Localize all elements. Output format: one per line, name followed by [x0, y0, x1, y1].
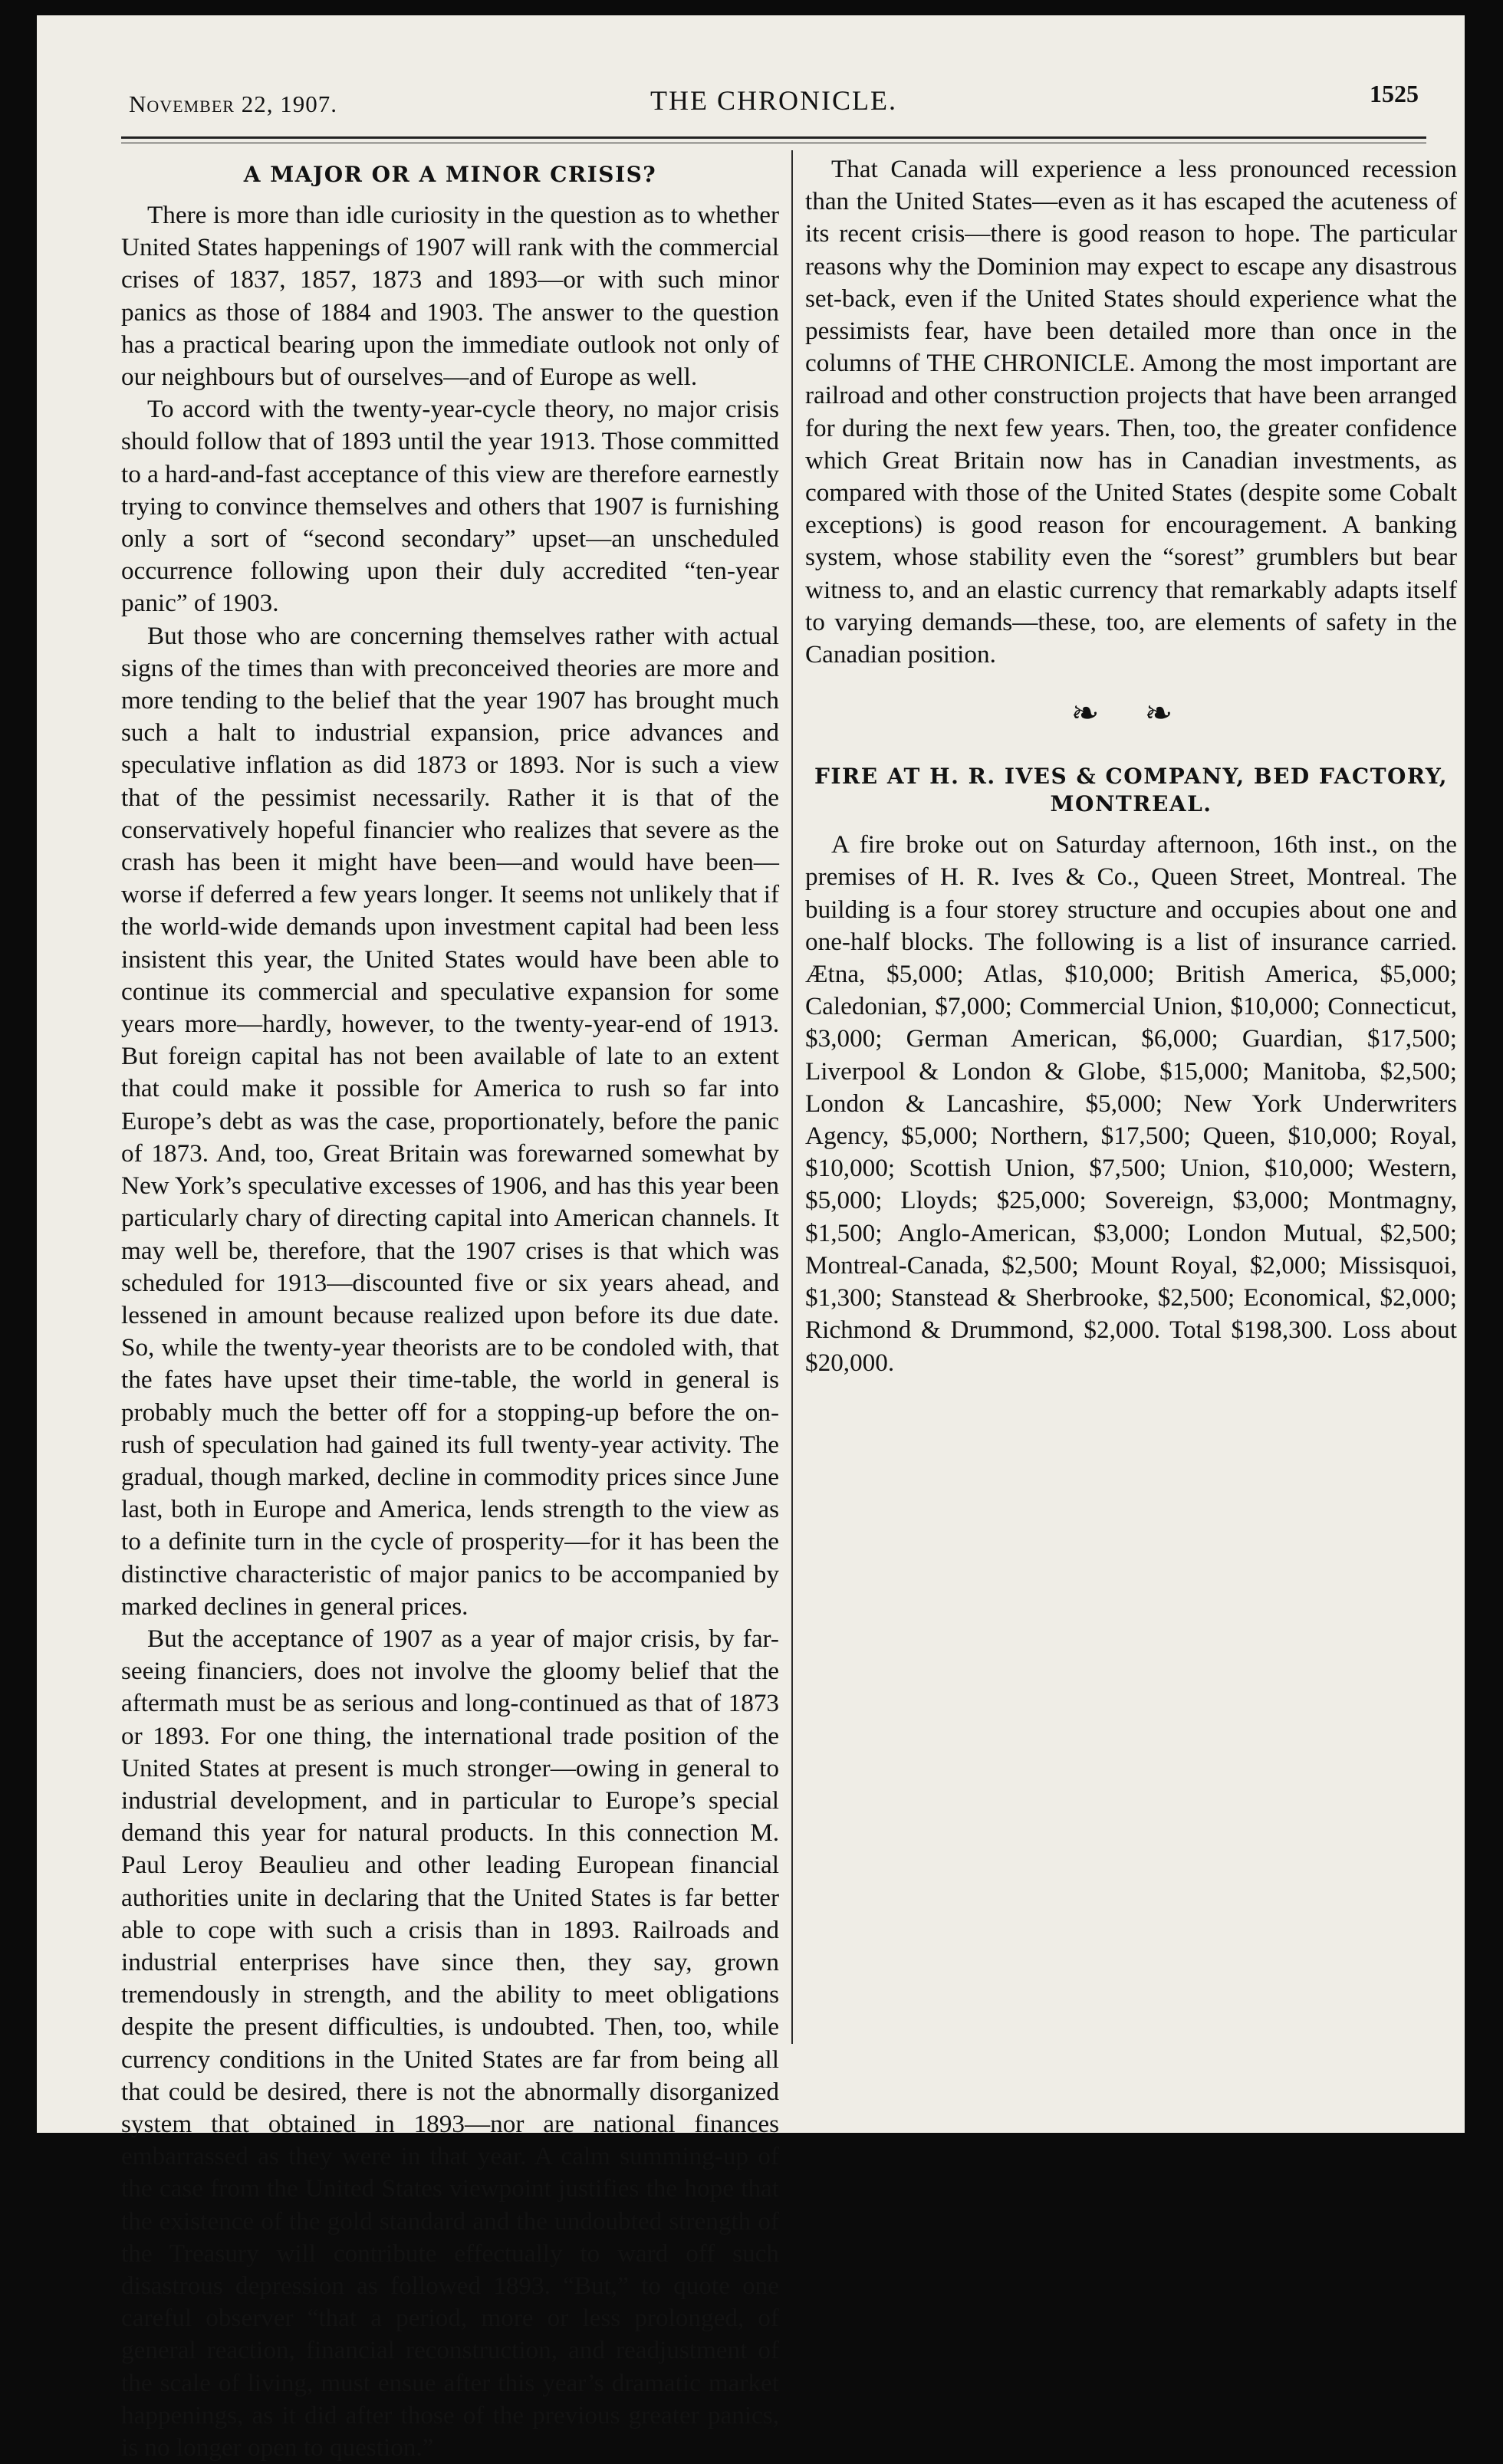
article-paragraph: To accord with the twenty-year-cycle theory, no major crisis should follow that of 1893 until the year 1913. Those committed to a hard-and-fast acceptance of this view are therefore earnestly trying to convince themselves and others that 1907 is furnishing only a sort of “second secondary” upset—an unscheduled occurrence following upon their duly accredited “ten-year panic” of 1903. — [121, 395, 779, 618]
header-rule — [121, 136, 1426, 139]
section-ornament: ❧ ❧ — [1071, 695, 1192, 733]
page-number: 1525 — [1370, 80, 1419, 107]
article-paragraph: But the acceptance of 1907 as a year of major crisis, by far-seeing financiers, does not involve the gloomy belief that the aftermath must be as serious and long-continued as that of 1873 or 1893. For one thing, the international trade position of the United States at present is much stronger—owing in general to industrial development, and in particular to Europe’s special demand this year for natural products. In this connection M. Paul Leroy Beaulieu and other leading European financial authorities unite in declaring that the United States is far better able to cope with such a crisis than in 1893. Railroads and industrial enterprises have since then, they say, grown tremendously in strength, and the ability to meet obligations despite the present difficulties, is undoubted. Then, too, while currency conditions in the United States are far from being all that could be desired, there is not the abnormally disorganized system that obtained in 1893—nor are national finances embarrassed as they were in that year. A calm summing-up of the case from the United States viewpoint justifies the hope that the existence of the gold standard and the undoubted strength of the Treasury will contribute effectually to ward off such disastrous depression as followed 1893. “But,” to quote one careful observer “that a period, more or less prolonged, of general reaction, financial reconstruction, and readjustment of the scale of living, must ensue after this year’s dramatic market happenings, as it did after those of the previous greater panics, is no longer open to question.” — [121, 1624, 779, 2462]
column-divider — [791, 150, 793, 2044]
left-column — [121, 153, 779, 2464]
header-date: November 22, 1907. — [129, 90, 337, 117]
page-header — [129, 77, 1419, 130]
article-headline: FIRE AT H. R. IVES & COMPANY, BED FACTORY, MONTREAL. — [814, 764, 1448, 817]
article-paragraph: A fire broke out on Saturday afternoon, 16th inst., on the premises of H. R. Ives & Co., Queen Street, Montreal. The building is a four storey structure and occupies about one and one-half blocks. The following is a list of insurance carried. Ætna, $5,000; Atlas, $10,000; British America, $5,000; Caledonian, $7,000; Commercial Union, $10,000; Connecticut, $3,000; German American, $6,000; Guardian, $17,500; Liverpool & London & Globe, $15,000; Manitoba, $2,500; London & Lancashire, $5,000; New York Underwriters Agency, $5,000; Northern, $17,500; Queen, $10,000; Royal, $10,000; Scottish Union, $7,500; Union, $10,000; Western, $5,000; Lloyds; $25,000; Sovereign, $3,000; Montmagny, $1,500; Anglo-American, $3,000; London Mutual, $2,500; Montreal-Canada, $2,500; Mount Royal, $2,000; Missisquoi, $1,300; Stanstead & Sherbrooke, $2,500; Economical, $2,000; Richmond & Drummond, $2,000. Total $198,300. Loss about $20,000. — [805, 830, 1457, 1377]
article-paragraph: That Canada will experience a less pronounced recession than the United States—even as it has escaped the acuteness of its recent crisis—there is good reason to hope. The particular reasons why the Dominion may expect to escape any disastrous set-back, even if the United States should experience what the pessimists fear, have been detailed more than once in the columns of THE CHRONICLE. Among the most important are railroad and other construction projects that have been arranged for during the next few years. Then, too, the greater confidence which Great Britain now has in Canadian investments, as compared with those of the United States (despite some Cobalt exceptions) is good reason for encouragement. A banking system, whose stability even the “sorest” grumblers but bear witness to, and an elastic currency that remarkably adapts itself to varying demands—these, too, are elements of safety in the Canadian position. — [805, 155, 1457, 669]
article-headline: A MAJOR OR A MINOR CRISIS? — [243, 162, 657, 187]
article-paragraph: There is more than idle curiosity in the question as to whether United States happenings of 1907 will rank with the commercial crises of 1837, 1857, 1873 and 1893—or with such minor panics as those of 1884 and 1903. The answer to the question has a practical bearing upon the immediate outlook not only of our neighbours but of ourselves—and of Europe as well. — [121, 201, 779, 392]
right-column — [805, 153, 1457, 1379]
publication-title: THE CHRONICLE. — [650, 85, 897, 116]
newspaper-page — [37, 15, 1465, 2462]
article-paragraph: But those who are concerning themselves rather with actual signs of the times than with preconceived theories are more and more tending to the belief that the year 1907 has brought much such a halt to industrial expansion, price advances and speculative inflation as did 1873 or 1893. Nor is such a view that of the pessimist necessarily. Rather it is that of the conservatively hopeful financier who realizes that severe as the crash has been it might have been—and would have been—worse if deferred a few years longer. It seems not unlikely that if the world-wide demands upon investment capital had been less insistent this year, the United States would have been able to continue its commercial and speculative expansion for some years more—hardly, however, to the twenty-year-end of 1913. But foreign capital has not been available of late to an extent that could make it possible for America to rush so far into Europe’s debt as was the case, proportionately, before the panic of 1873. And, too, Great Britain was forewarned somewhat by New York’s speculative excesses of 1906, and has this year been particularly chary of directing capital into American channels. It may well be, therefore, that the 1907 crises is that which was scheduled for 1913—discounted five or six years ahead, and lessened in amount because realized upon before its due date. So, while the twenty-year theorists are to be condoled with, that the fates have upset their time-table, the world in general is probably much the better off for a stopping-up before the on-rush of speculation had gained its full twenty-year activity. The gradual, though marked, decline in commodity prices since June last, both in Europe and America, lends strength to the view as to a definite turn in the cycle of prosperity—for it has been the distinctive characteristic of major panics to be accompanied by marked declines in general prices. — [121, 621, 779, 1621]
